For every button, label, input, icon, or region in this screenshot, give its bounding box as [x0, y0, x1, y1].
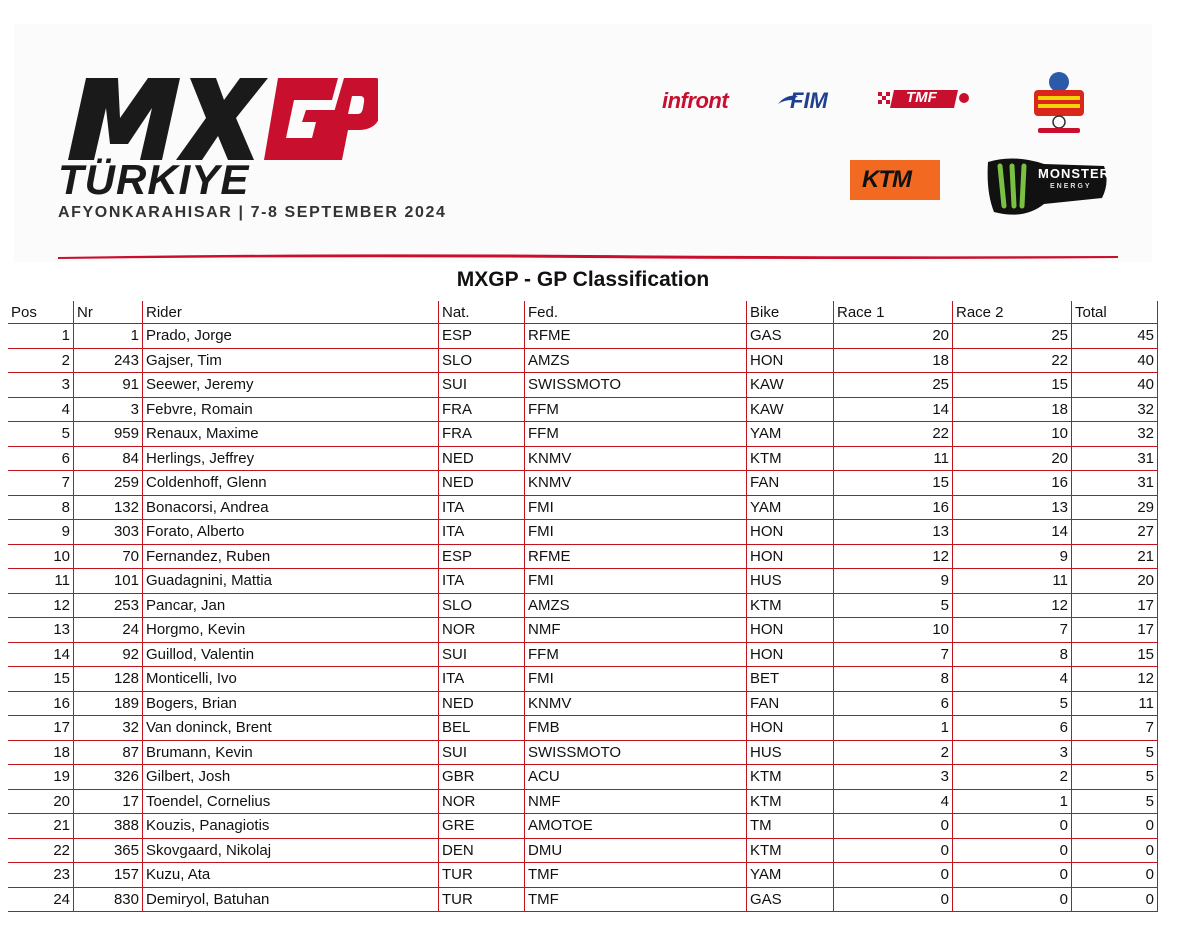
cell-race2: 12 [953, 594, 1072, 619]
cell-race2: 4 [953, 667, 1072, 692]
cell-nat: FRA [439, 398, 525, 423]
cell-race2: 16 [953, 471, 1072, 496]
cell-fed: NMF [525, 790, 747, 815]
cell-rider: Bonacorsi, Andrea [143, 496, 439, 521]
cell-nat: ITA [439, 667, 525, 692]
cell-race2: 11 [953, 569, 1072, 594]
cell-nat: SLO [439, 594, 525, 619]
table-row [8, 373, 1158, 398]
cell-fed: TMF [525, 863, 747, 888]
cell-nr: 388 [74, 814, 143, 839]
cell-race2: 2 [953, 765, 1072, 790]
cell-pos: 12 [8, 594, 74, 619]
cell-pos: 14 [8, 643, 74, 668]
fim-logo [776, 86, 832, 114]
cell-pos: 24 [8, 888, 74, 913]
monster-energy-logo [984, 152, 1110, 222]
cell-pos: 6 [8, 447, 74, 472]
cell-pos: 23 [8, 863, 74, 888]
cell-bike: GAS [747, 888, 834, 913]
cell-pos: 13 [8, 618, 74, 643]
banner-underline [58, 252, 1118, 260]
cell-nr: 101 [74, 569, 143, 594]
infront-logo: infront [662, 88, 729, 113]
cell-bike: HON [747, 349, 834, 374]
cell-race1: 5 [834, 594, 953, 619]
table-row [8, 471, 1158, 496]
cell-nr: 84 [74, 447, 143, 472]
fim-text: FIM [790, 88, 828, 113]
cell-pos: 5 [8, 422, 74, 447]
table-row [8, 447, 1158, 472]
cell-race2: 9 [953, 545, 1072, 570]
cell-nr: 365 [74, 839, 143, 864]
table-row [8, 667, 1158, 692]
cell-fed: AMZS [525, 349, 747, 374]
cell-total: 0 [1072, 863, 1158, 888]
cell-rider: Kuzu, Ata [143, 863, 439, 888]
table-row [8, 349, 1158, 374]
cell-race2: 22 [953, 349, 1072, 374]
cell-fed: FMB [525, 716, 747, 741]
cell-race2: 25 [953, 324, 1072, 349]
cell-pos: 17 [8, 716, 74, 741]
cell-fed: RFME [525, 324, 747, 349]
cell-race2: 6 [953, 716, 1072, 741]
cell-fed: RFME [525, 545, 747, 570]
table-row [8, 814, 1158, 839]
cell-fed: FMI [525, 520, 747, 545]
table-row [8, 545, 1158, 570]
cell-total: 11 [1072, 692, 1158, 717]
cell-race2: 10 [953, 422, 1072, 447]
cell-fed: TMF [525, 888, 747, 913]
cell-nr: 91 [74, 373, 143, 398]
cell-pos: 20 [8, 790, 74, 815]
cell-rider: Horgmo, Kevin [143, 618, 439, 643]
event-name: TÜRKIYE [58, 156, 250, 203]
cell-total: 27 [1072, 520, 1158, 545]
cell-nr: 830 [74, 888, 143, 913]
col-total: Total [1072, 301, 1158, 324]
cell-pos: 9 [8, 520, 74, 545]
cell-fed: FFM [525, 422, 747, 447]
cell-rider: Seewer, Jeremy [143, 373, 439, 398]
tmf-logo [878, 86, 970, 114]
cell-total: 40 [1072, 373, 1158, 398]
cell-race2: 0 [953, 814, 1072, 839]
cell-rider: Forato, Alberto [143, 520, 439, 545]
cell-nr: 189 [74, 692, 143, 717]
cell-race2: 20 [953, 447, 1072, 472]
cell-pos: 8 [8, 496, 74, 521]
cell-pos: 22 [8, 839, 74, 864]
event-banner [14, 24, 1152, 262]
cell-total: 5 [1072, 765, 1158, 790]
cell-pos: 18 [8, 741, 74, 766]
cell-race2: 0 [953, 863, 1072, 888]
cell-total: 0 [1072, 814, 1158, 839]
cell-race2: 0 [953, 839, 1072, 864]
cell-rider: Brumann, Kevin [143, 741, 439, 766]
table-row [8, 741, 1158, 766]
cell-race1: 12 [834, 545, 953, 570]
cell-nat: FRA [439, 422, 525, 447]
cell-bike: KTM [747, 790, 834, 815]
col-nat: Nat. [439, 301, 525, 324]
cell-rider: Guadagnini, Mattia [143, 569, 439, 594]
table-row [8, 765, 1158, 790]
cell-race2: 15 [953, 373, 1072, 398]
cell-total: 31 [1072, 447, 1158, 472]
cell-fed: KNMV [525, 692, 747, 717]
cell-rider: Renaux, Maxime [143, 422, 439, 447]
cell-rider: Skovgaard, Nikolaj [143, 839, 439, 864]
cell-race2: 8 [953, 643, 1072, 668]
cell-rider: Prado, Jorge [143, 324, 439, 349]
cell-nat: ITA [439, 496, 525, 521]
cell-race1: 20 [834, 324, 953, 349]
cell-nat: NED [439, 447, 525, 472]
cell-race1: 8 [834, 667, 953, 692]
cell-bike: HON [747, 643, 834, 668]
cell-race2: 7 [953, 618, 1072, 643]
cell-race1: 3 [834, 765, 953, 790]
cell-fed: KNMV [525, 447, 747, 472]
cell-race2: 3 [953, 741, 1072, 766]
table-row [8, 888, 1158, 913]
cell-pos: 15 [8, 667, 74, 692]
cell-fed: SWISSMOTO [525, 373, 747, 398]
cell-bike: KTM [747, 765, 834, 790]
cell-bike: YAM [747, 496, 834, 521]
cell-race1: 1 [834, 716, 953, 741]
cell-race1: 15 [834, 471, 953, 496]
cell-nat: SUI [439, 741, 525, 766]
cell-bike: HON [747, 716, 834, 741]
cell-nat: GBR [439, 765, 525, 790]
cell-race1: 6 [834, 692, 953, 717]
cell-total: 12 [1072, 667, 1158, 692]
cell-pos: 21 [8, 814, 74, 839]
cell-race2: 14 [953, 520, 1072, 545]
cell-bike: KTM [747, 839, 834, 864]
cell-pos: 11 [8, 569, 74, 594]
table-row [8, 324, 1158, 349]
cell-bike: HUS [747, 569, 834, 594]
tmf-text: TMF [906, 89, 937, 106]
cell-fed: FMI [525, 496, 747, 521]
cell-total: 15 [1072, 643, 1158, 668]
cell-pos: 2 [8, 349, 74, 374]
cell-nat: NED [439, 692, 525, 717]
ktm-text: KTM [862, 166, 911, 193]
cell-bike: HON [747, 520, 834, 545]
cell-nr: 303 [74, 520, 143, 545]
cell-rider: Gilbert, Josh [143, 765, 439, 790]
cell-nat: SUI [439, 643, 525, 668]
cell-total: 45 [1072, 324, 1158, 349]
cell-nr: 959 [74, 422, 143, 447]
cell-rider: Herlings, Jeffrey [143, 447, 439, 472]
col-race1: Race 1 [834, 301, 953, 324]
cell-fed: KNMV [525, 471, 747, 496]
cell-nat: GRE [439, 814, 525, 839]
cell-nat: DEN [439, 839, 525, 864]
cell-nr: 32 [74, 716, 143, 741]
table-row [8, 863, 1158, 888]
cell-bike: FAN [747, 692, 834, 717]
cell-race2: 13 [953, 496, 1072, 521]
cell-race1: 22 [834, 422, 953, 447]
ktm-logo [850, 160, 940, 200]
cell-nr: 128 [74, 667, 143, 692]
cell-nat: NOR [439, 618, 525, 643]
cell-total: 7 [1072, 716, 1158, 741]
cell-race1: 0 [834, 814, 953, 839]
cell-nr: 87 [74, 741, 143, 766]
cell-fed: FFM [525, 643, 747, 668]
cell-nat: ESP [439, 545, 525, 570]
cell-nr: 17 [74, 790, 143, 815]
cell-nr: 92 [74, 643, 143, 668]
event-subtitle: AFYONKARAHISAR | 7-8 SEPTEMBER 2024 [58, 204, 447, 221]
cell-race1: 0 [834, 888, 953, 913]
cell-fed: DMU [525, 839, 747, 864]
afyon-motor-sports-logo [1028, 68, 1090, 134]
cell-total: 21 [1072, 545, 1158, 570]
cell-rider: Coldenhoff, Glenn [143, 471, 439, 496]
cell-race1: 2 [834, 741, 953, 766]
cell-nat: NED [439, 471, 525, 496]
cell-rider: Demiryol, Batuhan [143, 888, 439, 913]
cell-total: 17 [1072, 618, 1158, 643]
cell-nr: 1 [74, 324, 143, 349]
cell-race1: 11 [834, 447, 953, 472]
cell-nr: 243 [74, 349, 143, 374]
cell-rider: Guillod, Valentin [143, 643, 439, 668]
cell-total: 20 [1072, 569, 1158, 594]
cell-total: 0 [1072, 888, 1158, 913]
cell-pos: 19 [8, 765, 74, 790]
cell-fed: FFM [525, 398, 747, 423]
cell-rider: Pancar, Jan [143, 594, 439, 619]
cell-race1: 16 [834, 496, 953, 521]
cell-nat: ESP [439, 324, 525, 349]
cell-fed: FMI [525, 667, 747, 692]
cell-pos: 7 [8, 471, 74, 496]
cell-pos: 3 [8, 373, 74, 398]
page-title: MXGP - GP Classification [456, 268, 710, 291]
monster-text: MONSTER [1038, 166, 1110, 181]
cell-race2: 1 [953, 790, 1072, 815]
cell-nr: 3 [74, 398, 143, 423]
cell-total: 32 [1072, 422, 1158, 447]
cell-pos: 4 [8, 398, 74, 423]
cell-bike: BET [747, 667, 834, 692]
cell-rider: Monticelli, Ivo [143, 667, 439, 692]
cell-nr: 253 [74, 594, 143, 619]
cell-nat: SLO [439, 349, 525, 374]
cell-nat: BEL [439, 716, 525, 741]
cell-rider: Toendel, Cornelius [143, 790, 439, 815]
table-row [8, 839, 1158, 864]
cell-total: 40 [1072, 349, 1158, 374]
cell-race1: 25 [834, 373, 953, 398]
table-row [8, 520, 1158, 545]
cell-bike: KAW [747, 398, 834, 423]
cell-fed: FMI [525, 569, 747, 594]
cell-race2: 18 [953, 398, 1072, 423]
cell-bike: HUS [747, 741, 834, 766]
cell-race2: 5 [953, 692, 1072, 717]
cell-rider: Febvre, Romain [143, 398, 439, 423]
cell-rider: Fernandez, Ruben [143, 545, 439, 570]
cell-race1: 10 [834, 618, 953, 643]
cell-nr: 157 [74, 863, 143, 888]
cell-bike: HON [747, 545, 834, 570]
cell-total: 5 [1072, 790, 1158, 815]
cell-bike: TM [747, 814, 834, 839]
cell-rider: Kouzis, Panagiotis [143, 814, 439, 839]
cell-fed: AMOTOE [525, 814, 747, 839]
cell-race1: 7 [834, 643, 953, 668]
cell-total: 32 [1072, 398, 1158, 423]
cell-pos: 1 [8, 324, 74, 349]
cell-nr: 24 [74, 618, 143, 643]
table-row [8, 569, 1158, 594]
col-bike: Bike [747, 301, 834, 324]
cell-total: 17 [1072, 594, 1158, 619]
cell-race2: 0 [953, 888, 1072, 913]
cell-bike: FAN [747, 471, 834, 496]
cell-race1: 4 [834, 790, 953, 815]
cell-bike: KTM [747, 447, 834, 472]
energy-text: ENERGY [1050, 183, 1092, 190]
cell-fed: SWISSMOTO [525, 741, 747, 766]
table-row [8, 594, 1158, 619]
cell-race1: 13 [834, 520, 953, 545]
col-fed: Fed. [525, 301, 747, 324]
cell-rider: Van doninck, Brent [143, 716, 439, 741]
cell-pos: 10 [8, 545, 74, 570]
cell-nat: SUI [439, 373, 525, 398]
cell-nr: 259 [74, 471, 143, 496]
cell-nat: TUR [439, 863, 525, 888]
table-row [8, 643, 1158, 668]
col-nr: Nr [74, 301, 143, 324]
col-pos: Pos [8, 301, 74, 324]
cell-nr: 326 [74, 765, 143, 790]
cell-nat: ITA [439, 520, 525, 545]
table-row [8, 618, 1158, 643]
cell-fed: ACU [525, 765, 747, 790]
cell-fed: AMZS [525, 594, 747, 619]
cell-nat: TUR [439, 888, 525, 913]
table-row [8, 422, 1158, 447]
cell-nr: 70 [74, 545, 143, 570]
cell-rider: Gajser, Tim [143, 349, 439, 374]
cell-nr: 132 [74, 496, 143, 521]
table-row [8, 398, 1158, 423]
table-body [8, 324, 1158, 912]
cell-nat: NOR [439, 790, 525, 815]
cell-total: 5 [1072, 741, 1158, 766]
cell-race1: 9 [834, 569, 953, 594]
table-header-row [8, 301, 1158, 324]
cell-bike: YAM [747, 863, 834, 888]
cell-total: 31 [1072, 471, 1158, 496]
cell-total: 29 [1072, 496, 1158, 521]
cell-bike: YAM [747, 422, 834, 447]
cell-race1: 18 [834, 349, 953, 374]
cell-race1: 0 [834, 839, 953, 864]
cell-fed: NMF [525, 618, 747, 643]
mxgp-logo [58, 60, 378, 170]
table-row [8, 716, 1158, 741]
cell-rider: Bogers, Brian [143, 692, 439, 717]
cell-pos: 16 [8, 692, 74, 717]
table-row [8, 496, 1158, 521]
cell-total: 0 [1072, 839, 1158, 864]
cell-bike: HON [747, 618, 834, 643]
cell-race1: 14 [834, 398, 953, 423]
col-rider: Rider [143, 301, 439, 324]
cell-race1: 0 [834, 863, 953, 888]
cell-nat: ITA [439, 569, 525, 594]
col-race2: Race 2 [953, 301, 1072, 324]
cell-bike: KAW [747, 373, 834, 398]
cell-bike: GAS [747, 324, 834, 349]
cell-bike: KTM [747, 594, 834, 619]
classification-table [8, 301, 1158, 912]
table-row [8, 692, 1158, 717]
table-row [8, 790, 1158, 815]
